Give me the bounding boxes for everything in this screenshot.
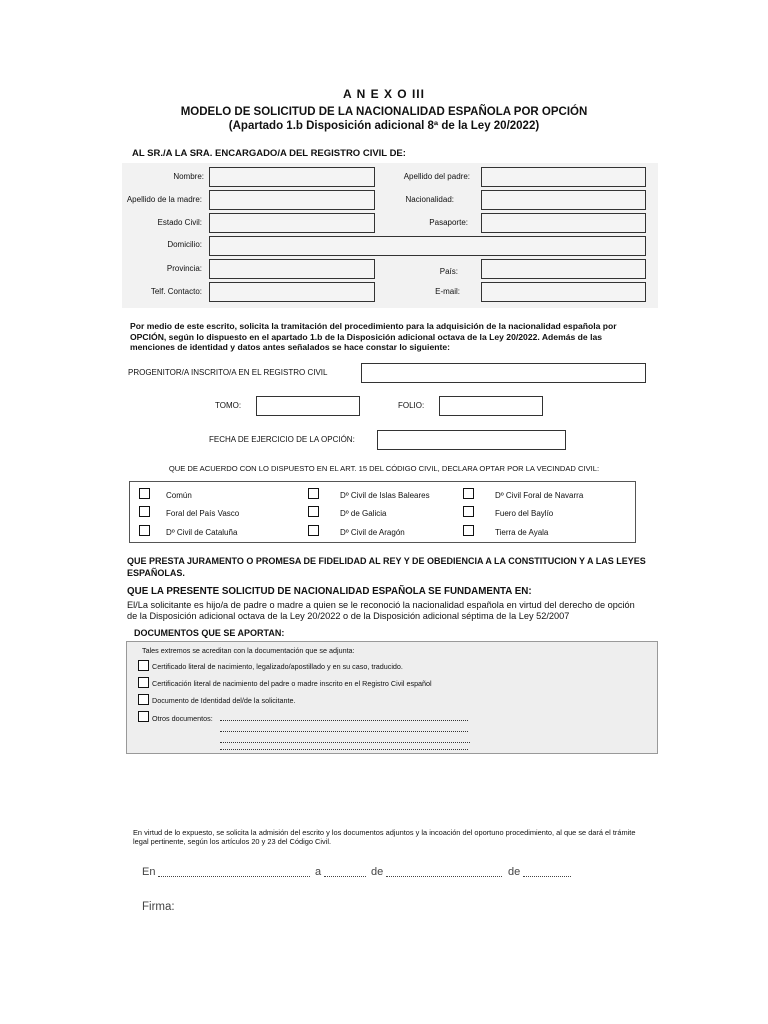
vecindad-checkbox-ayala[interactable]	[463, 525, 474, 536]
vecindad-checkbox-aragon[interactable]	[308, 525, 319, 536]
vecindad-option: Dº Civil de Aragón	[340, 528, 405, 537]
vecindad-option: Tierra de Ayala	[495, 528, 549, 537]
folio-label: FOLIO:	[398, 401, 425, 410]
fecha-field[interactable]	[377, 430, 566, 450]
vecindad-option: Dº Civil Foral de Navarra	[495, 491, 584, 500]
signature-a: a	[315, 866, 322, 878]
signature-day-line[interactable]	[324, 868, 366, 877]
apellido-madre-label: Apellido de la madre:	[126, 195, 202, 204]
apellido-padre-label: Apellido del padre:	[403, 172, 470, 181]
form-title: MODELO DE SOLICITUD DE LA NACIONALIDAD ESPAÑOLA POR OPCIÓN	[180, 106, 588, 118]
nacionalidad-field[interactable]	[481, 190, 646, 210]
documents-intro: Tales extremos se acreditan con la documentación que se adjunta:	[142, 646, 355, 655]
nombre-label: Nombre:	[173, 172, 204, 181]
vecindad-checkbox-baylio[interactable]	[463, 506, 474, 517]
domicilio-label: Domicilio:	[167, 240, 202, 249]
basis-text: El/La solicitante es hijo/a de padre o madre a quien se le reconoció la nacionalidad española en virtud del derecho de opción de la Disposición adicional octava de la Ley 20/2022 o de la Disposición adicional séptima de la Ley 52/2007	[127, 600, 635, 621]
telf-label: Telf. Contacto:	[150, 287, 202, 296]
fecha-label: FECHA DE EJERCICIO DE LA OPCIÓN:	[209, 435, 355, 444]
tomo-label: TOMO:	[215, 401, 242, 410]
vecindad-option: Dº de Galicia	[340, 509, 387, 518]
closing-text: En virtud de lo expuesto, se solicita la admisión del escrito y los documentos adjuntos y la incoación del oportuno procedimiento, al que se dará el trámite legal pertinente, según los artículos 20 y 23 del Código Civil.	[133, 828, 636, 846]
document-checkbox-padre-madre[interactable]	[138, 677, 149, 688]
pais-field[interactable]	[481, 259, 646, 279]
document-item: Certificación literal de nacimiento del padre o madre inscrito en el Registro Civil español	[152, 679, 432, 688]
apellido-madre-field[interactable]	[209, 190, 375, 210]
apellido-padre-field[interactable]	[481, 167, 646, 187]
signature-firma-label: Firma:	[142, 901, 175, 913]
pais-label: País:	[439, 267, 458, 276]
signature-de-1: de	[371, 866, 384, 878]
estado-civil-field[interactable]	[209, 213, 375, 233]
domicilio-field[interactable]	[209, 236, 646, 256]
basis-heading: QUE LA PRESENTE SOLICITUD DE NACIONALIDAD ESPAÑOLA SE FUNDAMENTA EN:	[127, 586, 532, 597]
progenitor-field[interactable]	[361, 363, 646, 383]
estado-civil-label: Estado Civil:	[157, 218, 202, 227]
telf-field[interactable]	[209, 282, 375, 302]
signature-en: En	[142, 866, 156, 878]
addressee-line: AL SR./A LA SRA. ENCARGADO/A DEL REGISTRO CIVIL DE:	[132, 148, 406, 159]
vecindad-checkbox-cataluna[interactable]	[139, 525, 150, 536]
vecindad-option: Dº Civil de Islas Baleares	[340, 491, 430, 500]
pasaporte-label: Pasaporte:	[429, 218, 468, 227]
nacionalidad-label: Nacionalidad:	[405, 195, 454, 204]
document-item: Documento de Identidad del/de la solicitante.	[152, 696, 296, 705]
provincia-field[interactable]	[209, 259, 375, 279]
request-paragraph: Por medio de este escrito, solicita la tramitación del procedimiento para la adquisición de la nacionalidad española por OPCIÓN, según lo dispuesto en el apartado 1.b de la Disposición adicional octava de la Ley 20/2022. Además de las menciones de identidad y datos antes señalados se hace constar lo siguiente:	[130, 321, 617, 352]
documents-heading: DOCUMENTOS QUE SE APORTAN:	[134, 628, 285, 638]
nombre-field[interactable]	[209, 167, 375, 187]
tomo-field[interactable]	[256, 396, 360, 416]
annex-title: A N E X O III	[343, 87, 425, 101]
provincia-label: Provincia:	[166, 264, 202, 273]
progenitor-label: PROGENITOR/A INSCRITO/A EN EL REGISTRO CIVIL	[128, 368, 328, 377]
document-item: Otros documentos:	[152, 714, 213, 723]
email-field[interactable]	[481, 282, 646, 302]
folio-field[interactable]	[439, 396, 543, 416]
vecindad-option: Dº Civil de Cataluña	[166, 528, 238, 537]
vecindad-checkbox-pais-vasco[interactable]	[139, 506, 150, 517]
signature-month-line[interactable]	[386, 868, 502, 877]
signature-de-2: de	[508, 866, 521, 878]
signature-place-line[interactable]	[158, 868, 310, 877]
vecindad-option: Fuero del Baylío	[495, 509, 554, 518]
vecindad-option: Foral del País Vasco	[166, 509, 240, 518]
otros-line-4[interactable]	[220, 742, 468, 750]
form-subtitle: (Apartado 1.b Disposición adicional 8ª de la Ley 20/2022)	[228, 120, 540, 132]
otros-line-1[interactable]	[220, 713, 468, 721]
vecindad-heading: QUE DE ACUERDO CON LO DISPUESTO EN EL ART. 15 DEL CÓDIGO CIVIL, DECLARA OPTAR POR LA VECINDAD CIVIL:	[168, 464, 600, 473]
document-item: Certificado literal de nacimiento, legalizado/apostillado y en su caso, traducido.	[152, 662, 403, 671]
signature-year-line[interactable]	[523, 868, 571, 877]
email-label: E-mail:	[435, 287, 460, 296]
vecindad-checkbox-galicia[interactable]	[308, 506, 319, 517]
vecindad-checkbox-navarra[interactable]	[463, 488, 474, 499]
document-checkbox-nacimiento[interactable]	[138, 660, 149, 671]
vecindad-option: Común	[166, 491, 192, 500]
document-checkbox-identidad[interactable]	[138, 694, 149, 705]
oath-text: QUE PRESTA JURAMENTO O PROMESA DE FIDELIDAD AL REY Y DE OBEDIENCIA A LA CONSTITUCION Y A LAS LEYES ESPAÑOLAS.	[127, 556, 646, 578]
pasaporte-field[interactable]	[481, 213, 646, 233]
vecindad-checkbox-baleares[interactable]	[308, 488, 319, 499]
otros-line-2[interactable]	[220, 724, 468, 732]
document-checkbox-otros[interactable]	[138, 711, 149, 722]
vecindad-checkbox-comun[interactable]	[139, 488, 150, 499]
